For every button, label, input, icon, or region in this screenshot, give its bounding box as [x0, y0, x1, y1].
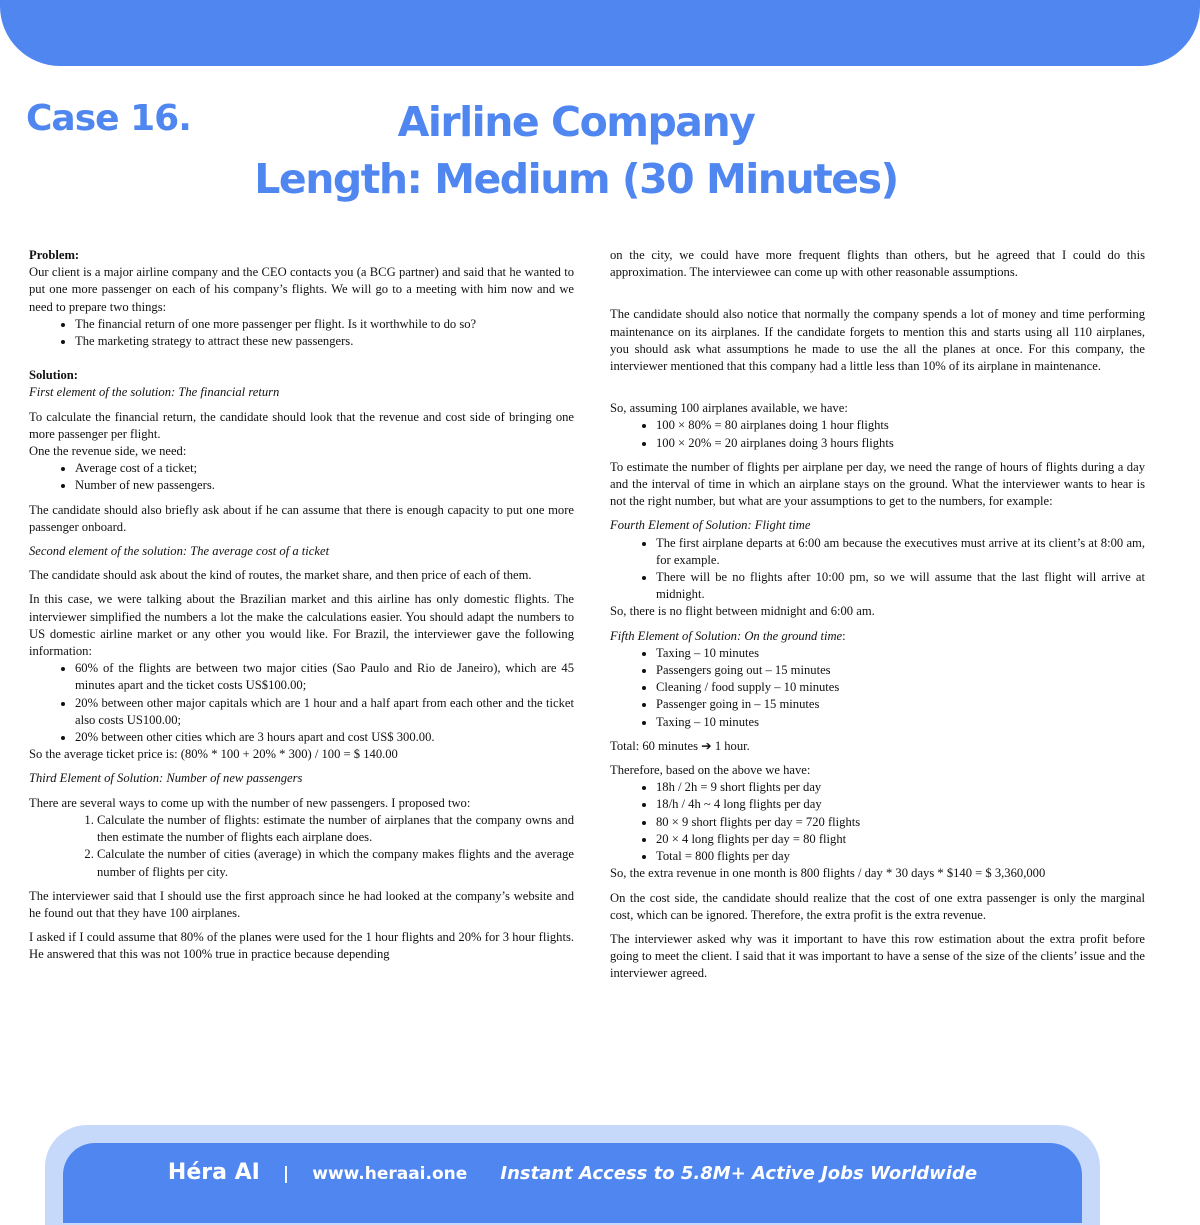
fourth-element-heading: Fourth Element of Solution: Flight time: [610, 518, 811, 533]
problem-bullets: [29, 316, 574, 350]
problem-heading: Problem:: [29, 248, 80, 262]
list-item: • Taxing – 10 minutes: [656, 645, 1145, 662]
problem-text: Our client is a major airline company and the CEO contacts you (a BCG partner) and said that he wanted to put one more passenger on each of his company’s flights. We will go to a meeting with him now and we need to prepare two things:: [29, 265, 574, 314]
footer-content: [63, 1160, 1082, 1185]
list-item: 2. Calculate the number of cities (average) in which the company makes flights and the average number of flights per city.: [97, 846, 574, 880]
second-element-heading: Second element of the solution: The average cost of a ticket: [29, 544, 330, 559]
ground-bullets: [610, 645, 1145, 731]
financial-paragraph: To calculate the financial return, the candidate should look that the revenue and cost side of bringing one more passenger per flight.: [29, 409, 574, 441]
no-flight-paragraph: So, there is no flight between midnight and 6:00 am.: [610, 604, 875, 619]
fifth-element-title: Fifth Element of Solution: On the ground time: [610, 628, 843, 643]
ways-list: [29, 812, 574, 881]
fifth-element-suffix: :: [842, 628, 846, 643]
footer-separator: |: [282, 1164, 290, 1184]
result-bullets: [610, 779, 1145, 865]
brazil-paragraph: In this case, we were talking about the Brazilian market and this airline has only domestic flights. The interviewer simplified the numbers a lot the make the calculations easier. You should adapt the numbers to US domestic airline market or any other you would like. For Brazil, the interviewer gave the following information:: [29, 592, 574, 659]
airplane-bullets: [610, 417, 1145, 451]
list-item: 1. Calculate the number of flights: estimate the number of airplanes that the company owns and then estimate the number of flights each airplane does.: [97, 812, 574, 846]
list-item: • 100 × 80% = 80 airplanes doing 1 hour flights: [656, 417, 1145, 434]
footer-url-link[interactable]: www.heraai.one: [312, 1164, 468, 1184]
right-column: [610, 247, 1145, 990]
top-banner: [0, 0, 1200, 66]
total-paragraph: Total: 60 minutes ➔ 1 hour.: [610, 738, 750, 753]
routes-paragraph: The candidate should ask about the kind of routes, the market share, and then price of each of them.: [29, 568, 532, 583]
list-item: • 20% between other major capitals which are 1 hour and a half apart from each other and the ticket also costs US100.00;: [75, 695, 574, 729]
footer-tagline: Instant Access to 5.8M+ Active Jobs Worldwide: [500, 1163, 978, 1184]
revenue-bullets: [29, 460, 574, 494]
list-item: • Total = 800 flights per day: [656, 848, 1145, 865]
third-element-heading: Third Element of Solution: Number of new passengers: [29, 771, 303, 786]
list-item: • Passengers going out – 15 minutes: [656, 662, 1145, 679]
fifth-element-heading: [610, 628, 1145, 645]
capacity-paragraph: The candidate should also briefly ask about if he can assume that there is enough capacity to put one more passenger onboard.: [29, 502, 574, 534]
list-item: • The financial return of one more passenger per flight. Is it worthwhile to do so?: [75, 316, 574, 333]
list-item: • Number of new passengers.: [75, 477, 574, 494]
list-item: • 20% between other cities which are 3 hours apart and cost US$ 300.00.: [75, 729, 574, 746]
estimate-paragraph: To estimate the number of flights per airplane per day, we need the range of hours of flights during a day and the interval of time in which an airplane stays on the ground. What the interviewer wants to hear is not the right number, but what are your assumptions to get to the numbers, for example:: [610, 459, 1145, 509]
first-approach-paragraph: The interviewer said that I should use the first approach since he had looked at the company’s website and he found out that they have 100 airplanes.: [29, 888, 574, 920]
page-subtitle: Length: Medium (30 Minutes): [254, 155, 898, 203]
cost-side-paragraph: On the cost side, the candidate should realize that the cost of one extra passenger is only the marginal cost, which can be ignored. Therefore, the extra profit is the extra revenue.: [610, 890, 1145, 922]
list-item: • 18h / 2h = 9 short flights per day: [656, 779, 1145, 796]
list-item: • Cleaning / food supply – 10 minutes: [656, 679, 1145, 696]
flight-time-bullets: [610, 535, 1145, 604]
list-item: • Average cost of a ticket;: [75, 460, 574, 477]
average-price-paragraph: So the average ticket price is: (80% * 100 + 20% * 300) / 100 = $ 140.00: [29, 747, 398, 762]
maintenance-paragraph: The candidate should also notice that normally the company spends a lot of money and time performing maintenance on its airplanes. If the candidate forgets to mention this and starts using all 110 airplanes, you should ask what assumptions he made to use the all the planes at once. For this company, the interviewer mentioned that this company had a little less than 10% of its airplane in maintenance.: [610, 307, 1145, 374]
list-item: • The first airplane departs at 6:00 am because the executives must arrive at its client’s at 8:00 am, for example.: [656, 535, 1145, 569]
ways-paragraph: There are several ways to come up with the number of new passengers. I proposed two:: [29, 795, 471, 810]
list-item: • Passenger going in – 15 minutes: [656, 696, 1145, 713]
list-item: • 100 × 20% = 20 airplanes doing 3 hours flights: [656, 435, 1145, 452]
interviewer-asked-paragraph: The interviewer asked why was it important to have this row estimation about the extra profit before going to meet the client. I said that it was important to have a sense of the size of the clients’ issue and the interviewer agreed.: [610, 931, 1145, 981]
list-item: • 80 × 9 short flights per day = 720 flights: [656, 814, 1145, 831]
list-item: • 20 × 4 long flights per day = 80 flight: [656, 831, 1145, 848]
list-item: • There will be no flights after 10:00 pm, so we will assume that the last flight will arrive at midnight.: [656, 569, 1145, 603]
list-item: • The marketing strategy to attract these new passengers.: [75, 333, 574, 350]
city-paragraph: on the city, we could have more frequent flights than others, but he agreed that I could do this approximation. The interviewee can come up with other reasonable assumptions.: [610, 248, 1145, 280]
extra-revenue-paragraph: So, the extra revenue in one month is 800 flights / day * 30 days * $140 = $ 3,360,000: [610, 866, 1046, 881]
left-column: [29, 247, 574, 971]
case-label: Case 16.: [26, 98, 191, 139]
therefore-paragraph: Therefore, based on the above we have:: [610, 763, 811, 778]
page-title: Airline Company: [397, 98, 755, 146]
list-item: • 18/h / 4h ~ 4 long flights per day: [656, 796, 1145, 813]
assuming-paragraph: So, assuming 100 airplanes available, we have:: [610, 401, 848, 416]
assume-paragraph: I asked if I could assume that 80% of the planes were used for the 1 hour flights and 20% for 3 hour flights. He answered that this was not 100% true in practice because depending: [29, 930, 574, 962]
solution-heading: Solution:: [29, 368, 78, 383]
footer-brand[interactable]: Héra AI: [167, 1160, 260, 1185]
list-item: • Taxing – 10 minutes: [656, 714, 1145, 731]
list-item: • 60% of the flights are between two major cities (Sao Paulo and Rio de Janeiro), which are 45 minutes apart and the ticket costs US$100.00;: [75, 660, 574, 694]
first-element-heading: First element of the solution: The financial return: [29, 385, 280, 400]
revenue-side-paragraph: One the revenue side, we need:: [29, 444, 187, 459]
brazil-bullets: [29, 660, 574, 746]
